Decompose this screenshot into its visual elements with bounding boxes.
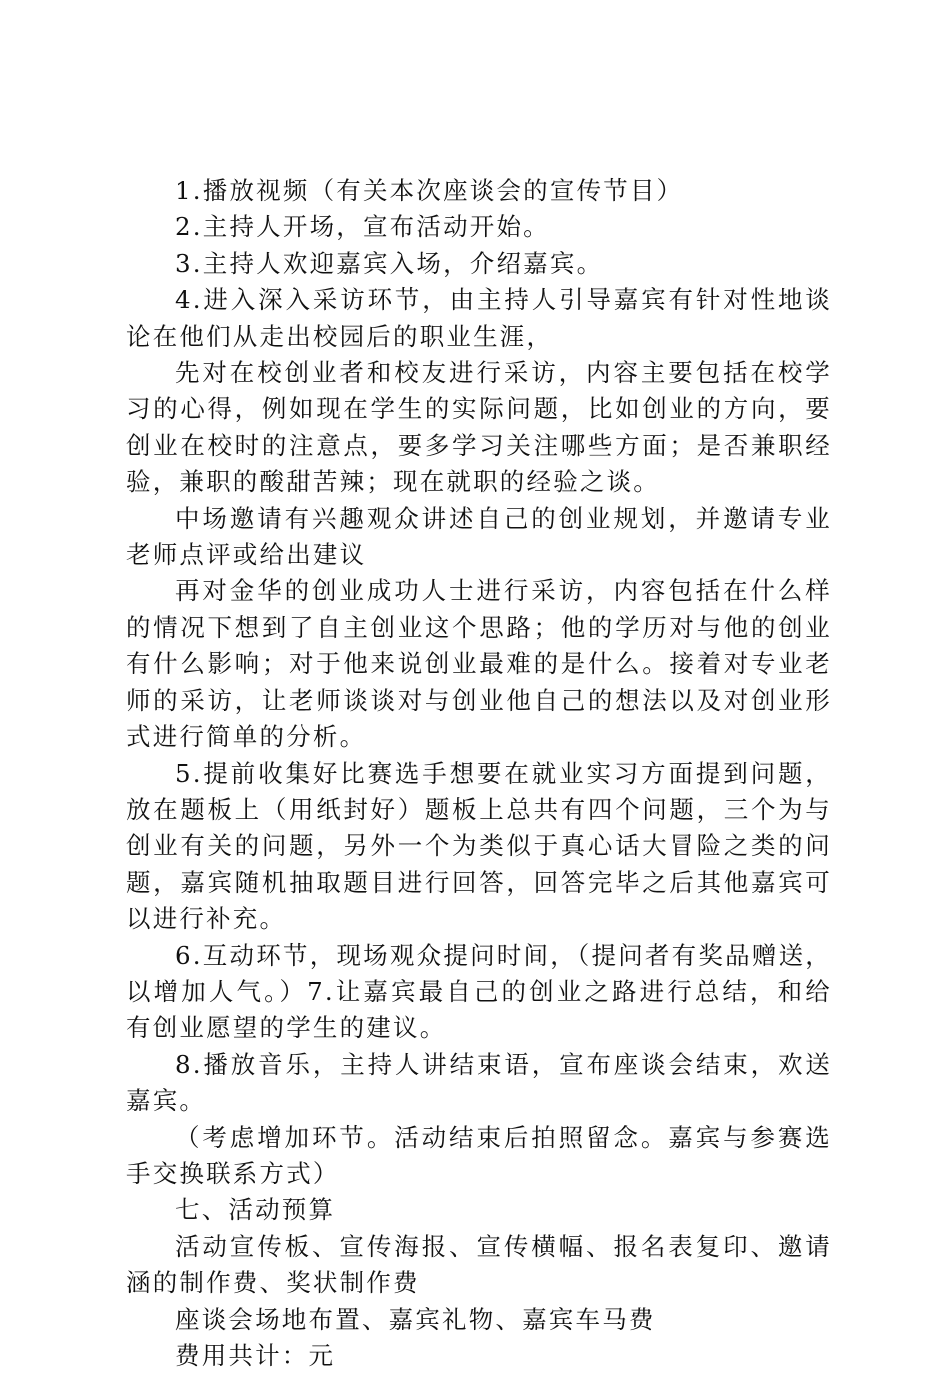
paragraph-interaction: 6.互动环节，现场观众提问时间，（提问者有奖品赠送，以增加人气。）7.让嘉宾最自己的创业之路进行总结，和给有创业愿望的学生的建议。: [126, 940, 832, 1043]
paragraph-extra-session: （考虑增加环节。活动结束后拍照留念。嘉宾与参赛选手交换联系方式）: [126, 1122, 832, 1188]
paragraph-closing: 8.播放音乐，主持人讲结束语，宣布座谈会结束，欢送嘉宾。: [126, 1049, 832, 1116]
section-heading-budget: 七、活动预算: [175, 1195, 336, 1225]
document-body: [126, 173, 832, 1374]
paragraph-student-interview: 先对在校创业者和校友进行采访，内容主要包括在校学习的心得，例如现在学生的实际问题，比如创业的方向，要创业在校时的注意点，要多学习关注哪些方面；是否兼职经验，兼职的酸甜苦辣；现在就职的经验之谈。: [126, 358, 832, 497]
paragraph-interview-intro: 4.进入深入采访环节，由主持人引导嘉宾有针对性地谈论在他们从走出校园后的职业生涯，: [126, 285, 832, 351]
paragraph-play-video: 1.播放视频（有关本次座谈会的宣传节目）: [175, 176, 684, 205]
paragraph-entrepreneur-interview: 再对金华的创业成功人士进行采访，内容包括在什么样的情况下想到了自主创业这个思路；他的学历对与他的创业有什么影响；对于他来说创业最难的是什么。接着对专业老师的采访，让老师谈谈对与创业他自己的想法以及对创业形式进行简单的分析。: [126, 576, 832, 752]
paragraph-host-opening: 2.主持人开场，宣布活动开始。: [175, 212, 550, 242]
paragraph-budget-venue: 座谈会场地布置、嘉宾礼物、嘉宾车马费: [175, 1304, 656, 1334]
paragraph-audience-plans: 中场邀请有兴趣观众讲述自己的创业规划，并邀请专业老师点评或给出建议: [126, 503, 832, 570]
paragraph-question-board: 5.提前收集好比赛选手想要在就业实习方面提到问题，放在题板上（用纸封好）题板上总共有四个问题，三个为与创业有关的问题，另外一个为类似于真心话大冒险之类的问题，嘉宾随机抽取题目进行回答，回答完毕之后其他嘉宾可以进行补充。: [126, 758, 832, 934]
paragraph-budget-total: 费用共计：元: [175, 1341, 336, 1370]
paragraph-budget-materials: 活动宣传板、宣传海报、宣传横幅、报名表复印、邀请涵的制作费、奖状制作费: [126, 1231, 832, 1298]
paragraph-welcome-guests: 3.主持人欢迎嘉宾入场，介绍嘉宾。: [175, 248, 604, 278]
